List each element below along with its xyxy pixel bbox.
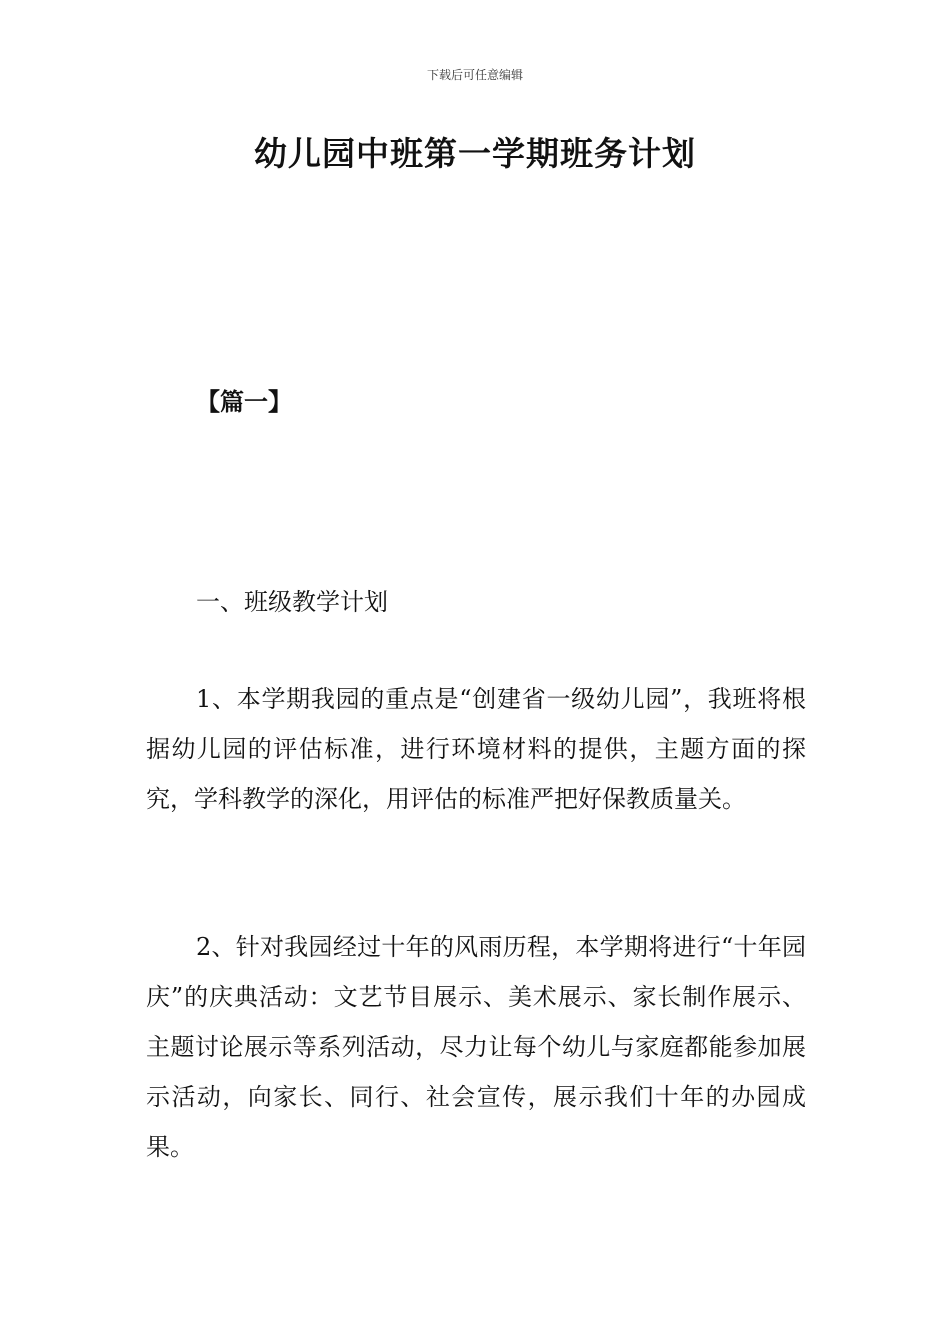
document-title: 幼儿园中班第一学期班务计划 bbox=[254, 134, 696, 173]
paragraph-1: 1、本学期我园的重点是“创建省一级幼儿园”，我班将根据幼儿园的评估标准，进行环境材料的提供，主题方面的探究，学科教学的深化，用评估的标准严把好保教质量关。 bbox=[146, 685, 806, 813]
section-heading: 一、班级教学计划 bbox=[196, 588, 388, 616]
paragraph-2: 2、针对我园经过十年的风雨历程，本学期将进行“十年园庆”的庆典活动：文艺节目展示、美术展示、家长制作展示、主题讨论展示等系列活动，尽力让每个幼儿与家庭都能参加展示活动，向家长、同行、社会宣传，展示我们十年的办园成果。 bbox=[146, 933, 806, 1161]
header-note: 下载后可任意编辑 bbox=[426, 68, 523, 82]
section-label: 【篇一】 bbox=[196, 387, 292, 416]
